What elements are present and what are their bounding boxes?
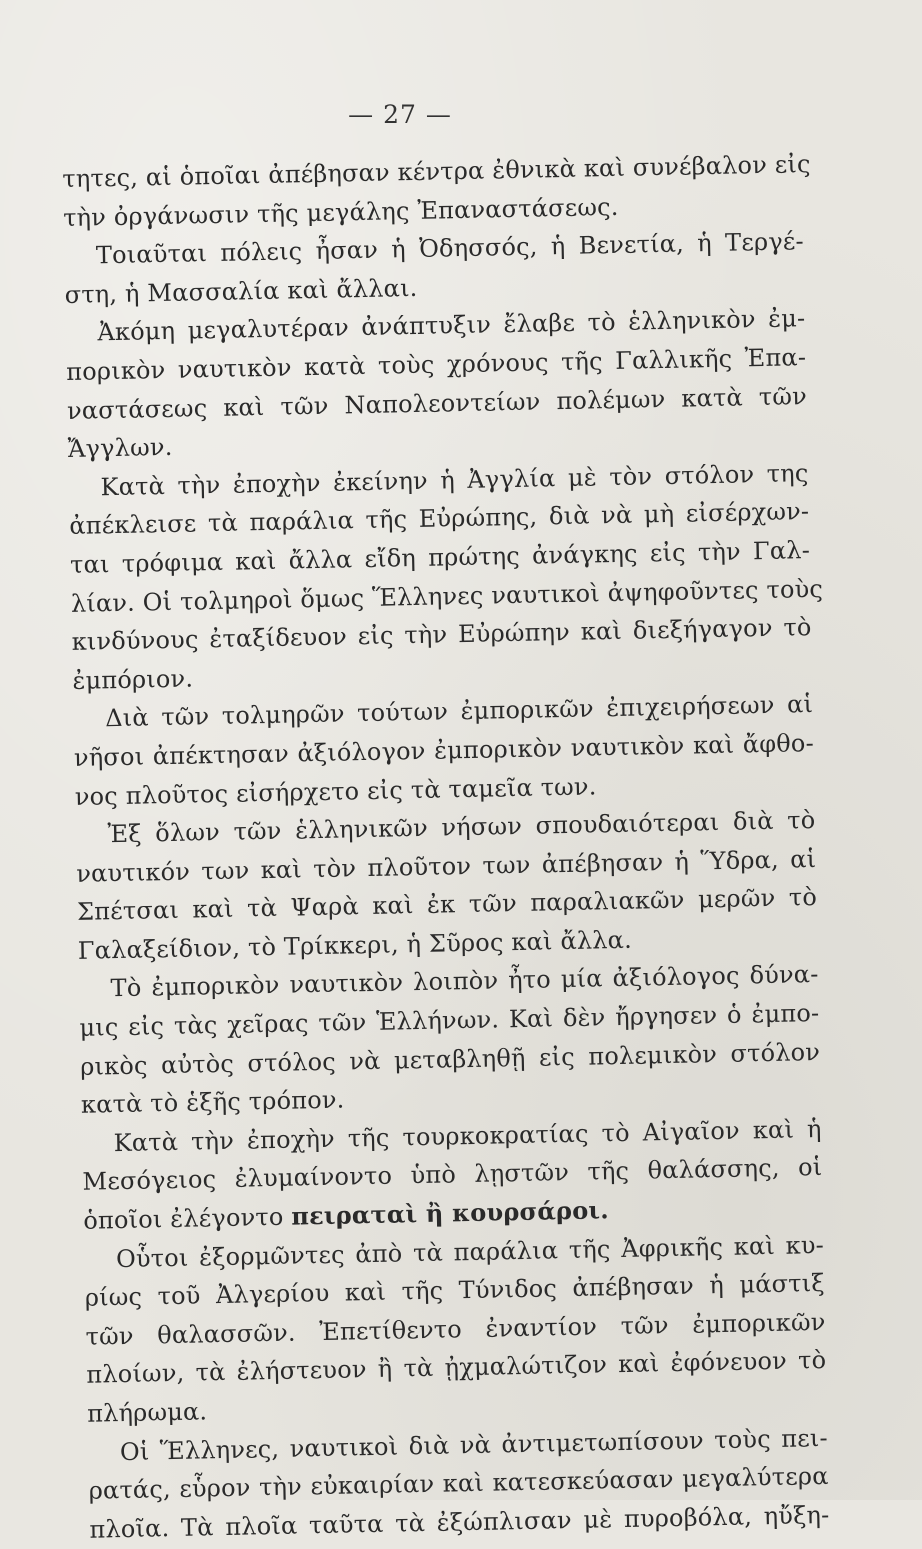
text-line: Ἄγγλων. — [67, 432, 173, 464]
text-line: ρικὸς αὐτὸς στόλος νὰ μεταβληθῇ εἰς πολεμικὸν στόλον — [79, 1037, 821, 1081]
text-line: Οὗτοι ἐξορμῶντες ἀπὸ τὰ παράλια τῆς Ἀφρικῆς καὶ κυ- — [115, 1230, 825, 1273]
text-line: Ἐξ ὅλων τῶν ἑλληνικῶν νήσων σπουδαιότεραι διὰ τὸ — [107, 806, 816, 849]
text-line: πλοίων, τὰ ἐλήστευον ἢ τὰ ᾐχμαλώτιζον καὶ ἐφόνευον τὸ — [86, 1346, 827, 1390]
text-line: Κατὰ τὴν ἐποχὴν τῆς τουρκοκρατίας τὸ Αἰγαῖον καὶ ἡ — [113, 1114, 822, 1158]
text-line: Τὸ ἐμπορικὸν ναυτικὸν λοιπὸν ἦτο μία ἀξιόλογος δύνα- — [110, 960, 819, 1003]
text-line: πλήρωμα. — [86, 1397, 208, 1428]
text-line: ναστάσεως καὶ τῶν Ναπολεοντείων πολέμων κατὰ τῶν — [66, 381, 808, 425]
text-line: ρατάς, εὗρον τὴν εὐκαιρίαν καὶ κατεσκεύασαν μεγαλύτερα — [88, 1462, 829, 1505]
text-line: μις εἰς τὰς χεῖρας τῶν Ἑλλήνων. Καὶ δὲν ἤργησεν ὁ ἐμπο- — [79, 999, 820, 1042]
text-line: Μεσόγειος ἐλυμαίνοντο ὑπὸ λῃστῶν τῆς θαλάσσης, οἱ — [82, 1153, 823, 1197]
text-line: στη, ἡ Μασσαλία καὶ ἄλλαι. — [64, 273, 418, 309]
text-line: τὴν ὀργάνωσιν τῆς μεγάλης Ἐπαναστάσεως. — [62, 192, 619, 232]
text-line: ἐμπόριον. — [72, 664, 194, 695]
text-line: ναυτικόν των καὶ τὸν πλοῦτον των ἀπέβησαν ἡ Ὕδρα, αἱ — [76, 844, 817, 888]
page-number: — 27 — — [348, 100, 452, 129]
text-line: Οἱ Ἕλληνες, ναυτικοὶ διὰ νὰ ἀντιμετωπίσουν τοὺς πει- — [119, 1423, 829, 1466]
text-line: Τοιαῦται πόλεις ἦσαν ἡ Ὀδησσός, ἡ Βενετία, ἡ Τεργέ- — [95, 227, 805, 270]
text-line: ὁποῖοι ἐλέγοντο πειραταὶ ἢ κουρσάροι. — [83, 1195, 610, 1235]
text-line: πλοῖα. Τὰ πλοῖα ταῦτα τὰ ἐξώπλισαν μὲ πυροβόλα, ηὔξη- — [89, 1500, 830, 1544]
text-line: Διὰ τῶν τολμηρῶν τούτων ἐμπορικῶν ἐπιχειρήσεων αἱ — [104, 690, 814, 733]
text-line: ται τρόφιμα καὶ ἄλλα εἴδη πρώτης ἀνάγκης εἰς τὴν Γαλ- — [69, 536, 811, 579]
text-line: νῆσοι ἀπέκτησαν ἀξιόλογον ἐμπορικὸν ναυτικὸν καὶ ἄφθο- — [73, 728, 815, 772]
text-line: Κατὰ τὴν ἐποχὴν ἐκείνην ἡ Ἀγγλία μὲ τὸν στόλον της — [100, 458, 809, 502]
text-line: Γαλαξείδιον, τὸ Τρίκκερι, ἡ Σῦρος καὶ ἄλλα. — [77, 925, 633, 965]
emphasized-text: πειραταὶ ἢ κουρσάροι. — [290, 1195, 610, 1231]
text-line: πορικὸν ναυτικὸν κατὰ τοὺς χρόνους τῆς Γαλλικῆς Ἐπα- — [65, 343, 807, 386]
text-line: κατὰ τὸ ἑξῆς τρόπον. — [80, 1085, 345, 1120]
text-line: λίαν. Οἱ τολμηροὶ ὅμως Ἕλληνες ναυτικοὶ ἀψηφοῦντες τοὺς — [70, 574, 824, 618]
text-line: ρίως τοῦ Ἀλγερίου καὶ τῆς Τύνιδος ἀπέβησαν ἡ μάστιξ — [84, 1269, 825, 1312]
text-line: Σπέτσαι καὶ τὰ Ψαρὰ καὶ ἐκ τῶν παραλιακῶν μερῶν τὸ — [76, 883, 818, 927]
body-text — [62, 145, 830, 1549]
text-line: τητες, αἱ ὁποῖαι ἀπέβησαν κέντρα ἐθνικὰ καὶ συνέβαλον εἰς — [62, 149, 811, 193]
text-line: ἀπέκλεισε τὰ παράλια τῆς Εὐρώπης, διὰ νὰ μὴ εἰσέρχων- — [69, 497, 810, 541]
text-line: κινδύνους ἐταξίδευον εἰς τὴν Εὐρώπην καὶ διεξήγαγον τὸ — [71, 613, 812, 657]
text-line: τῶν θαλασσῶν. Ἐπετίθεντο ἐναντίον τῶν ἐμπορικῶν — [85, 1307, 826, 1351]
text-line: νος πλοῦτος εἰσήρχετο εἰς τὰ ταμεῖα των. — [74, 771, 597, 811]
text-line: Ἀκόμη μεγαλυτέραν ἀνάπτυξιν ἔλαβε τὸ ἑλληνικὸν ἐμ- — [97, 304, 806, 347]
